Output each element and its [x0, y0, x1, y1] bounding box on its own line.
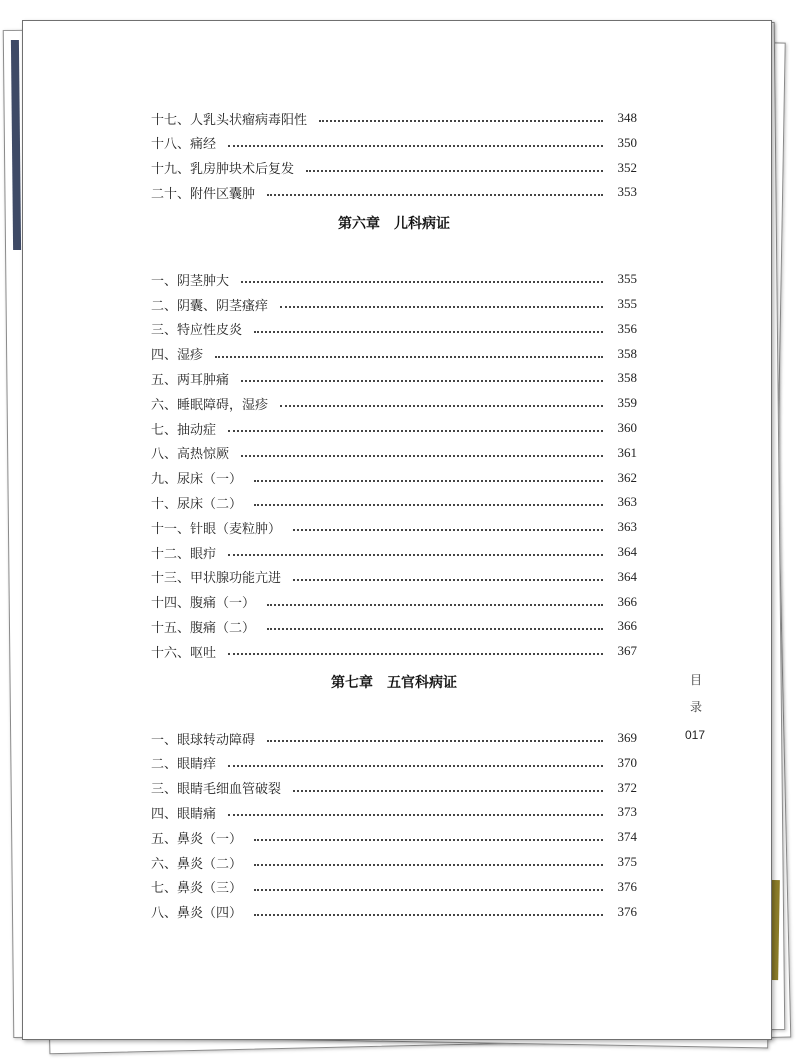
toc-entry[interactable]	[151, 416, 637, 440]
dot-leader	[228, 761, 603, 767]
dot-leader	[254, 476, 603, 482]
toc-entry[interactable]	[151, 180, 637, 204]
toc-entry-title: 十四、腹痛（一）	[151, 596, 256, 612]
toc-entry-page: 364	[617, 544, 637, 559]
toc-entry-page: 367	[617, 643, 637, 659]
toc-entry[interactable]	[151, 466, 637, 490]
dot-leader	[280, 401, 603, 407]
toc-entry[interactable]	[151, 614, 637, 638]
dot-leader	[228, 141, 603, 147]
dot-leader	[254, 500, 603, 506]
toc-entry-page: 356	[617, 320, 637, 336]
toc-entry-title: 七、鼻炎（三）	[151, 881, 243, 897]
dot-leader	[254, 910, 603, 916]
dot-leader	[293, 786, 603, 792]
toc-entry[interactable]	[151, 156, 637, 180]
toc-entry-page: 369	[617, 730, 637, 745]
dot-leader	[267, 736, 603, 742]
toc-entry[interactable]	[151, 366, 637, 390]
toc-entry-page: 366	[617, 618, 637, 634]
toc-entry-title: 五、两耳肿痛	[151, 372, 230, 388]
dot-leader	[228, 426, 603, 432]
toc-entry[interactable]	[151, 441, 637, 465]
toc-entry[interactable]	[151, 751, 637, 775]
toc-entry-title: 七、抽动症	[151, 422, 217, 438]
dot-leader	[215, 352, 603, 358]
toc-entry-page: 360	[617, 420, 637, 435]
toc-entry[interactable]	[151, 875, 637, 899]
toc-entry-page: 355	[617, 271, 637, 287]
toc-entry[interactable]	[151, 776, 637, 800]
toc-entry-page: 375	[617, 854, 637, 869]
toc-entry-page: 359	[617, 395, 637, 411]
toc-entry-page: 352	[617, 159, 637, 175]
toc-entry-title: 二十、附件区囊肿	[151, 186, 256, 202]
dot-leader	[254, 860, 603, 866]
toc-entry-page: 372	[617, 779, 637, 795]
toc-entry[interactable]	[151, 540, 637, 564]
toc-entry-page: 374	[617, 829, 637, 845]
toc-entry-title: 八、鼻炎（四）	[151, 906, 243, 922]
toc-entry-title: 三、特应性皮炎	[151, 323, 243, 339]
toc-entry-page: 363	[617, 494, 637, 510]
toc-entry-title: 九、尿床（一）	[151, 472, 243, 488]
toc-entry-page: 362	[617, 469, 637, 485]
toc-entry-page: 355	[617, 296, 637, 311]
toc-entry-title: 十六、呕吐	[151, 645, 217, 661]
toc-entry-page: 361	[617, 444, 637, 460]
dot-leader	[228, 810, 603, 816]
toc-entry-page: 370	[617, 754, 637, 770]
toc-entry-page: 373	[617, 804, 637, 820]
toc-entry-page: 376	[617, 878, 637, 894]
toc-entry-title: 十二、眼疖	[151, 546, 217, 562]
toc-entry-page: 353	[617, 184, 637, 200]
toc-entry-page: 358	[617, 345, 637, 361]
toc-entry[interactable]	[151, 292, 637, 316]
toc-entry-title: 十、尿床（二）	[151, 496, 243, 512]
toc-entry-title: 十八、痛经	[151, 137, 217, 153]
toc-entry[interactable]	[151, 639, 637, 663]
toc-entry[interactable]	[151, 267, 637, 291]
toc-page	[22, 20, 772, 1040]
side-label-mu: 目	[689, 673, 702, 687]
toc-entry[interactable]	[151, 515, 637, 539]
toc-entry[interactable]	[151, 391, 637, 415]
toc-entry-title: 三、眼睛毛细血管破裂	[151, 782, 282, 798]
dot-leader	[267, 624, 603, 630]
toc-entry[interactable]	[151, 131, 637, 155]
toc-entry[interactable]	[151, 850, 637, 874]
toc-entry-title: 四、眼睛痛	[151, 806, 217, 822]
dot-leader	[228, 550, 603, 556]
side-label-lu: 录	[689, 700, 702, 714]
dot-leader	[267, 190, 603, 196]
toc-entry[interactable]	[151, 106, 637, 130]
dot-leader	[293, 575, 603, 581]
dot-leader	[241, 277, 603, 283]
toc-entry-title: 四、湿疹	[151, 348, 204, 364]
toc-entry-title: 十九、乳房肿块术后复发	[151, 162, 295, 178]
toc-entry-title: 六、睡眠障碍，湿疹	[151, 397, 269, 413]
dot-leader	[254, 885, 603, 891]
toc-entry-page: 358	[617, 370, 637, 386]
dot-leader	[293, 525, 603, 531]
toc-entry-title: 二、眼睛痒	[151, 757, 217, 773]
dot-leader	[267, 600, 603, 606]
toc-entry-title: 八、高热惊厥	[151, 447, 230, 463]
toc-entry-page: 363	[617, 519, 637, 535]
toc-entry-title: 十五、腹痛（二）	[151, 620, 256, 636]
toc-entry-page: 376	[617, 903, 637, 919]
dot-leader	[241, 376, 603, 382]
toc-entry[interactable]	[151, 565, 637, 589]
toc-entry-title: 六、鼻炎（二）	[151, 856, 243, 872]
toc-entry-title: 一、阴茎肿大	[151, 273, 230, 289]
toc-entry-title: 十三、甲状腺功能亢进	[151, 571, 282, 587]
dot-leader	[241, 451, 603, 457]
dot-leader	[319, 116, 603, 122]
toc-entry-title: 十七、人乳头状瘤病毒阳性	[151, 112, 308, 128]
dot-leader	[280, 302, 603, 308]
toc-entry-page: 366	[617, 593, 637, 609]
toc-entry-title: 一、眼球转动障碍	[151, 732, 256, 748]
toc-entry[interactable]	[151, 342, 637, 366]
toc-entry-page: 348	[617, 110, 637, 125]
toc-entry-page: 364	[617, 568, 637, 584]
toc-entry-page: 350	[617, 134, 637, 150]
toc-entry[interactable]	[151, 900, 637, 924]
toc-entry[interactable]	[151, 490, 637, 514]
dot-leader	[306, 166, 603, 172]
dot-leader	[254, 835, 603, 841]
chapter-heading: 第七章 五官科病证	[331, 675, 457, 691]
page-number: 017	[684, 728, 706, 742]
chapter-heading: 第六章 儿科病证	[338, 216, 450, 233]
dot-leader	[228, 649, 603, 655]
toc-entry[interactable]	[151, 825, 637, 849]
toc-entry[interactable]	[151, 590, 637, 614]
dot-leader	[254, 327, 603, 333]
toc-entry[interactable]	[151, 317, 637, 341]
toc-entry-title: 十一、针眼（麦粒肿）	[151, 521, 282, 537]
toc-entry-title: 五、鼻炎（一）	[151, 831, 243, 847]
toc-entry[interactable]	[151, 800, 637, 824]
toc-entry-title: 二、阴囊、阴茎瘙痒	[151, 298, 269, 314]
toc-entry[interactable]	[151, 726, 637, 750]
